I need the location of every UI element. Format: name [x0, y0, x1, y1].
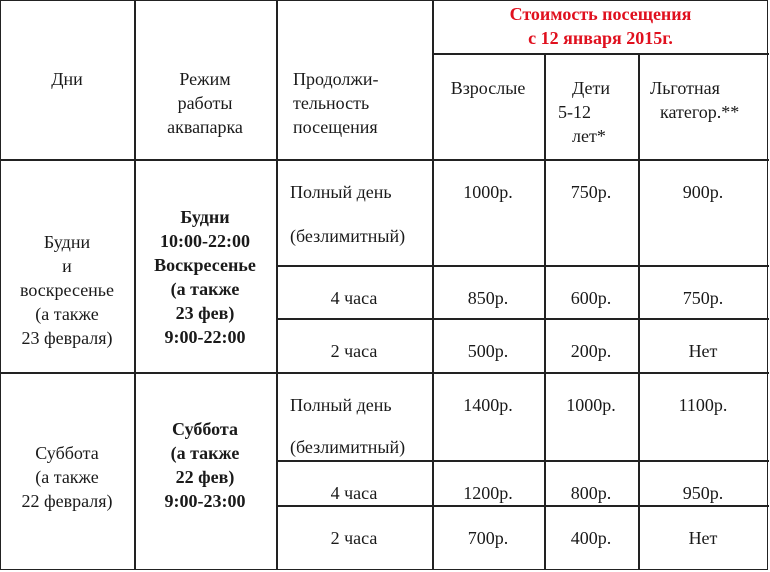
saturday-row1-adults: 1400р. [463, 395, 513, 415]
weekday-mode-line: Воскресенье [154, 255, 256, 275]
weekday-row2-kids: 600р. [570, 288, 612, 308]
header-kids [558, 76, 610, 148]
weekday-mode-line: (а также [170, 279, 240, 299]
divider [276, 265, 769, 267]
saturday-row2-adults: 1200р. [463, 483, 513, 503]
saturday-row1-duration [290, 393, 405, 459]
duration-line: (безлимитный) [290, 437, 406, 457]
header-pref-line: Льготная [650, 78, 720, 98]
header-mode-line: аквапарка [167, 117, 243, 137]
header-preferential [650, 76, 739, 124]
weekday-mode [134, 205, 276, 349]
saturday-days-line: Суббота [35, 443, 99, 463]
divider [432, 53, 769, 55]
weekday-days-line: воскресенье [19, 280, 115, 300]
header-cost-line: Стоимость посещения [509, 4, 692, 24]
header-days: Дни [51, 69, 83, 89]
weekday-row2-duration: 4 часа [330, 288, 378, 308]
saturday-row1-kids: 1000р. [566, 395, 616, 415]
saturday-days-line: (а также [35, 467, 99, 487]
saturday-mode [134, 417, 276, 513]
saturday-row1-pref: 1100р. [678, 395, 728, 415]
weekday-days-line: 23 февраля) [21, 328, 113, 348]
header-kids-line: 5-12 [558, 102, 591, 122]
weekday-row3-pref: Нет [688, 341, 718, 361]
duration-line: (безлимитный) [290, 226, 406, 246]
header-cost-line: с 12 января 2015г. [528, 28, 673, 48]
saturday-row2-kids: 800р. [570, 483, 612, 503]
saturday-row3-pref: Нет [688, 528, 718, 548]
saturday-row3-duration: 2 часа [330, 528, 378, 548]
weekday-days-line: и [62, 256, 72, 276]
weekday-row2-adults: 850р. [467, 288, 509, 308]
header-adults: Взрослые [450, 78, 526, 98]
saturday-mode-line: 9:00-23:00 [164, 491, 246, 511]
weekday-days-line: (а также [35, 304, 99, 324]
saturday-row2-duration: 4 часа [330, 483, 378, 503]
weekday-row1-adults: 1000р. [463, 182, 513, 202]
weekday-row1-duration [290, 180, 405, 248]
saturday-days [0, 441, 134, 513]
header-mode-line: работы [177, 93, 233, 113]
saturday-days-line: 22 февраля) [21, 491, 113, 511]
weekday-row2-pref: 750р. [682, 288, 724, 308]
weekday-row3-duration: 2 часа [330, 341, 378, 361]
header-duration-line: посещения [293, 117, 378, 137]
saturday-row3-kids: 400р. [570, 528, 612, 548]
weekday-mode-line: Будни [180, 207, 230, 227]
weekday-mode-line: 9:00-22:00 [164, 327, 246, 347]
header-cost-title [432, 2, 769, 50]
saturday-row3-adults: 700р. [467, 528, 509, 548]
saturday-mode-line: Суббота [172, 419, 238, 439]
weekday-row1-pref: 900р. [682, 182, 724, 202]
header-pref-line: категор.** [660, 102, 740, 122]
divider [276, 460, 769, 462]
duration-line: Полный день [290, 395, 392, 415]
weekday-row1-kids: 750р. [570, 182, 612, 202]
saturday-mode-line: (а также [170, 443, 240, 463]
weekday-mode-line: 10:00-22:00 [160, 231, 250, 251]
header-kids-line: Дети [572, 78, 610, 98]
weekday-row3-kids: 200р. [570, 341, 612, 361]
weekday-mode-line: 23 фев) [175, 303, 235, 323]
weekday-days-line: Будни [43, 232, 91, 252]
header-duration [293, 67, 378, 139]
divider [276, 505, 769, 507]
saturday-row2-pref: 950р. [682, 483, 724, 503]
header-kids-line: лет* [572, 126, 606, 146]
divider [0, 372, 769, 374]
divider [0, 159, 769, 161]
header-mode-line: Режим [179, 69, 231, 89]
divider [276, 318, 769, 320]
saturday-mode-line: 22 фев) [175, 467, 235, 487]
header-duration-line: тельность [293, 93, 370, 113]
header-mode [134, 67, 276, 139]
weekday-days [0, 230, 134, 350]
weekday-row3-adults: 500р. [467, 341, 509, 361]
header-duration-line: Продолжи- [293, 69, 379, 89]
duration-line: Полный день [290, 182, 392, 202]
